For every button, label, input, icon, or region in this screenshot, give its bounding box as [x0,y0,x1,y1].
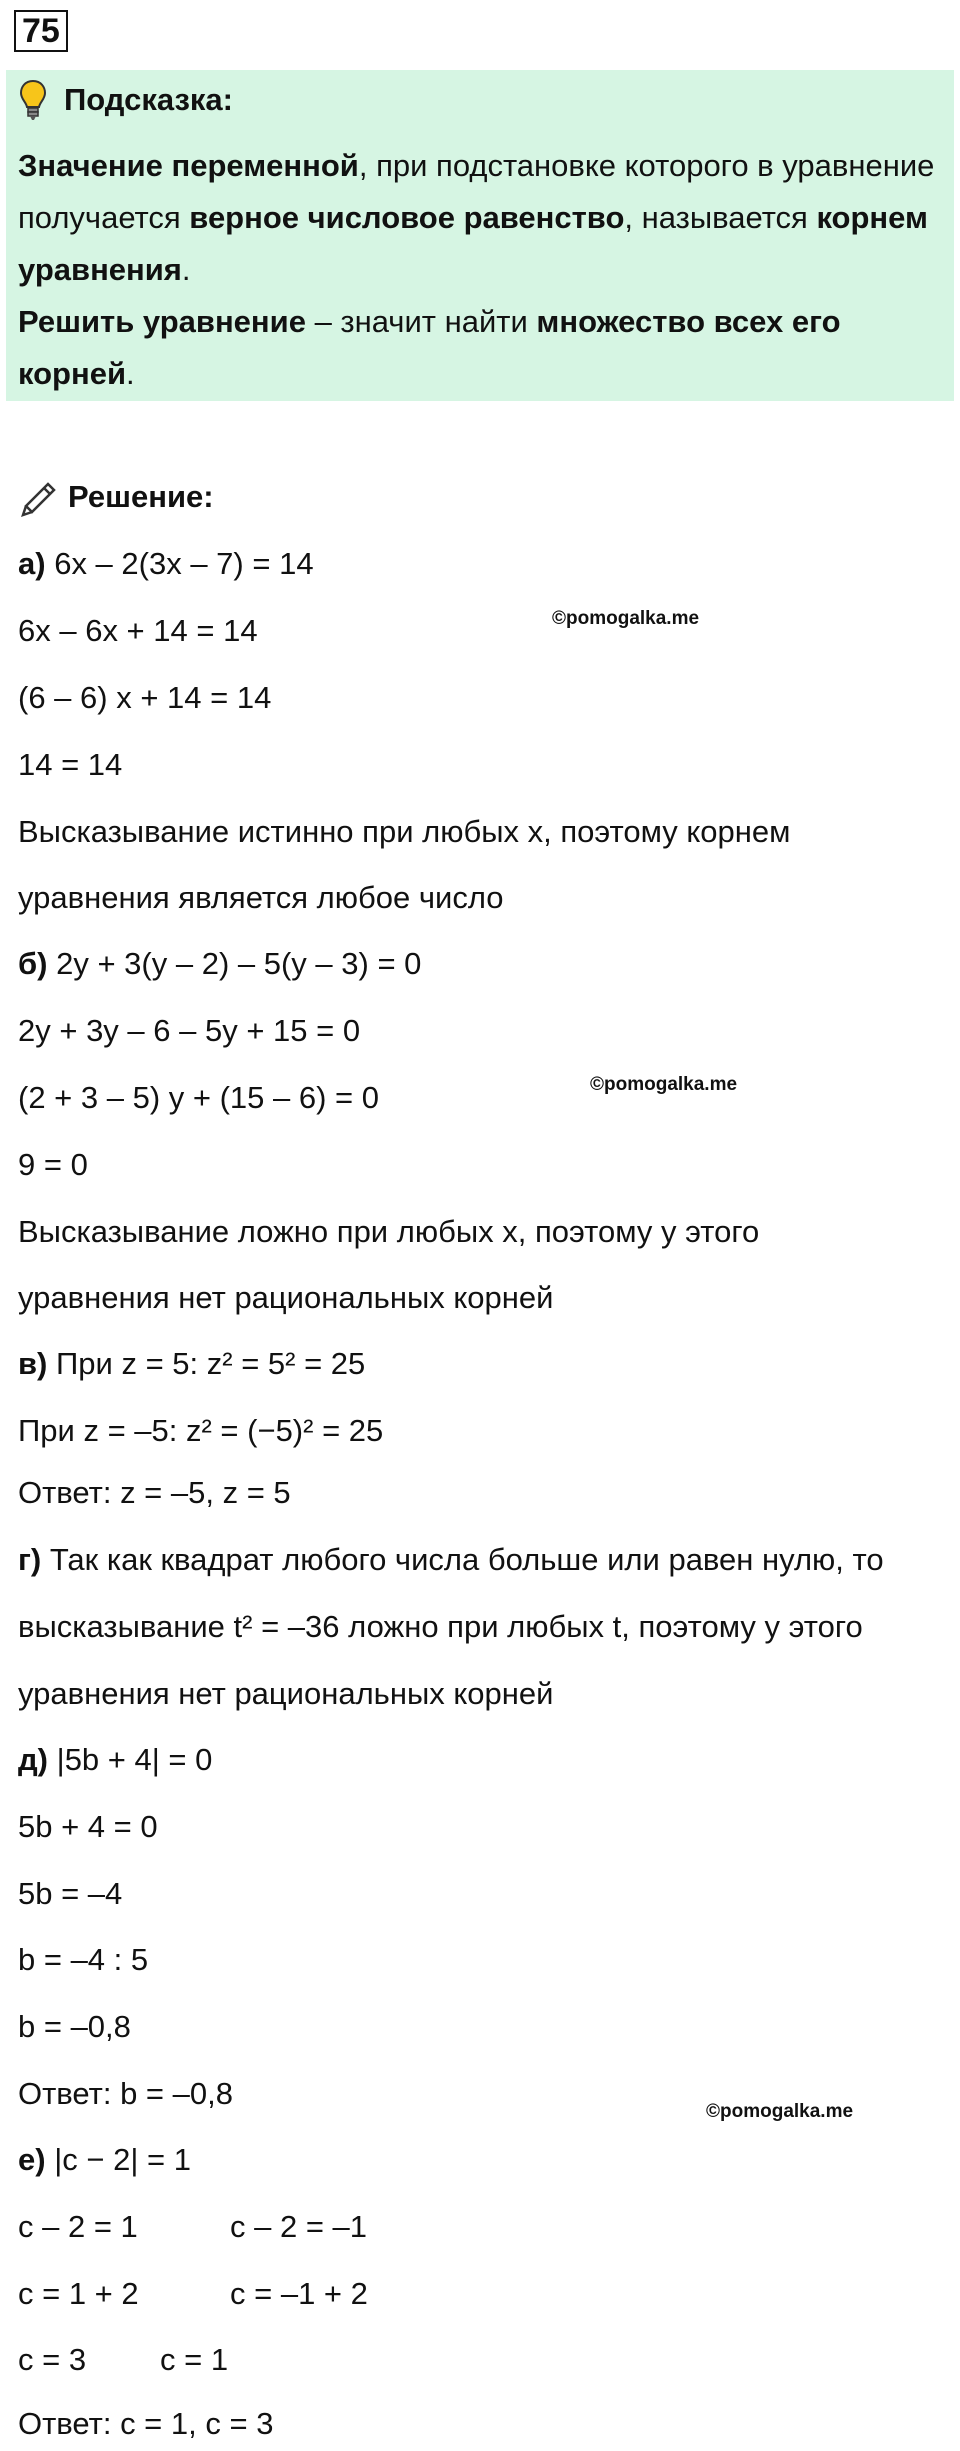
part-b-line4: 9 = 0 [18,1147,88,1182]
part-e-line4b: c = 1 [160,2342,229,2377]
part-g-line1: г) Так как квадрат любого числа больше или равен нулю, то [18,1542,884,1577]
part-g-line3: уравнения нет рациональных корней [18,1676,554,1711]
hint-text: Значение переменной, при подстановке которого в уравнение получается верное числовое равенство, называется корнем уравнения. Решить уравнение – значит найти множество всех его корней. [18,148,935,391]
hint-title: Подсказка: [64,82,233,117]
part-e-line4a: c = 3 [18,2342,87,2377]
part-g-line2: высказывание t² = –36 ложно при любых t, поэтому у этого [18,1609,863,1644]
part-d-line1: д) |5b + 4| = 0 [18,1742,213,1777]
solution-title: Решение: [68,479,214,514]
part-v-line1: в) При z = 5: z² = 5² = 25 [18,1346,366,1381]
part-b-line2: 2y + 3y – 6 – 5y + 15 = 0 [18,1013,361,1048]
watermark: ©pomogalka.me [706,2101,854,2122]
part-a-line1: а) 6x – 2(3x – 7) = 14 [18,546,314,581]
part-e-answer: Ответ: c = 1, c = 3 [18,2406,274,2441]
part-e-line1: е) |c − 2| = 1 [18,2142,191,2177]
part-b-line6: уравнения нет рациональных корней [18,1280,554,1315]
part-e-line3b: c = –1 + 2 [230,2276,368,2311]
part-v-answer: Ответ: z = –5, z = 5 [18,1475,291,1510]
part-a-line2: 6x – 6x + 14 = 14 [18,613,258,648]
part-a-line3: (6 – 6) x + 14 = 14 [18,680,272,715]
part-d-line5: b = –0,8 [18,2009,131,2044]
part-d-line4: b = –4 : 5 [18,1942,149,1977]
pencil-icon [18,476,60,518]
watermark: ©pomogalka.me [590,1074,738,1095]
task-number: 75 [14,10,68,52]
part-a-line5: Высказывание истинно при любых x, поэтому корнем [18,814,791,849]
part-a-line6: уравнения является любое число [18,880,504,915]
part-a-line4: 14 = 14 [18,747,123,782]
part-b-line3: (2 + 3 – 5) y + (15 – 6) = 0 [18,1080,380,1115]
part-e-line3a: c = 1 + 2 [18,2276,139,2311]
part-e-line2b: c – 2 = –1 [230,2209,368,2244]
part-b-line1: б) 2y + 3(y – 2) – 5(y – 3) = 0 [18,946,422,981]
part-v-line2: При z = –5: z² = (−5)² = 25 [18,1413,384,1448]
part-b-line5: Высказывание ложно при любых x, поэтому у этого [18,1214,760,1249]
part-d-answer: Ответ: b = –0,8 [18,2076,233,2111]
hint-term: Значение переменной [18,148,359,183]
part-e-line2a: c – 2 = 1 [18,2209,138,2244]
part-d-line3: 5b = –4 [18,1876,123,1911]
watermark: ©pomogalka.me [552,608,700,629]
part-d-line2: 5b + 4 = 0 [18,1809,158,1844]
lightbulb-icon [20,79,46,121]
